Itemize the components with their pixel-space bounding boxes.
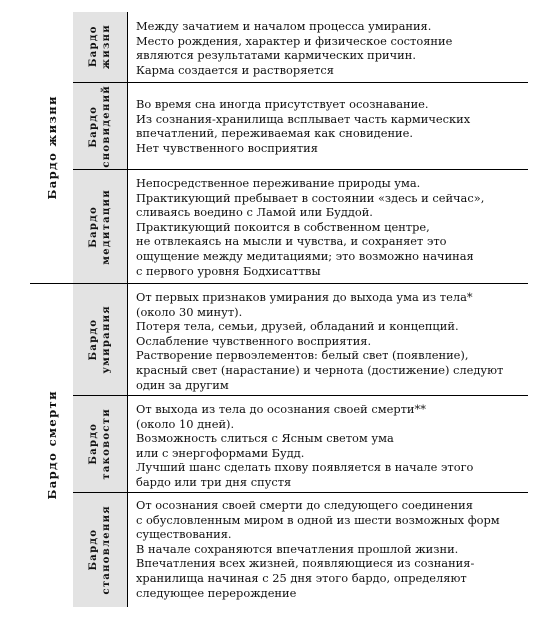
text-line: Непосредственное переживание природы ума. bbox=[136, 176, 421, 190]
text-line: Практикующий покоится в собственном центре, bbox=[136, 219, 430, 234]
text-line: Растворение первоэлементов: белый свет (появление), bbox=[136, 348, 469, 363]
text-line: не отвлекаясь на мысли и чувства, и сохраняет это bbox=[136, 234, 447, 249]
text-line: От выхода из тела до осознания своей смерти** bbox=[136, 402, 426, 416]
text-line: существования. bbox=[136, 527, 232, 542]
text-line: (около 10 дней). bbox=[136, 416, 235, 431]
text-line: являются результатами кармических причин. bbox=[136, 48, 416, 63]
row-content-takovosti bbox=[136, 402, 528, 490]
text-line: впечатлений, переживаемая как сновидение. bbox=[136, 126, 413, 141]
row-label-takovosti: Бардо таковости bbox=[73, 396, 127, 492]
text-line: красный свет (нарастание) и чернота (достижение) следуют bbox=[136, 362, 504, 377]
text-line: (около 30 минут). bbox=[136, 304, 243, 319]
text-line: От первых признаков умирания до выхода ума из тела* bbox=[136, 290, 473, 304]
group-life-label: Бардо жизни bbox=[44, 95, 59, 200]
row-label-snovideniy: Бардо сновидений bbox=[73, 83, 127, 169]
row-content-meditatsii bbox=[136, 176, 528, 278]
row-label-zhizni: Бардо жизни bbox=[73, 12, 127, 82]
group-life bbox=[30, 12, 73, 283]
text-line: один за другим bbox=[136, 377, 229, 392]
text-line: В начале сохраняются впечатления прошлой жизни. bbox=[136, 541, 459, 556]
text-line: Возможность слиться с Ясным светом ума bbox=[136, 431, 394, 446]
row-divider bbox=[73, 82, 528, 83]
row-divider bbox=[73, 395, 528, 396]
row-divider bbox=[73, 492, 528, 493]
text-line: Впечатления всех жизней, появляющиеся из сознания- bbox=[136, 556, 475, 571]
text-line: следующее перерождение bbox=[136, 585, 297, 600]
text-line: или с энергоформами Будд. bbox=[136, 445, 305, 460]
text-line: Во время сна иногда присутствует осознавание. bbox=[136, 97, 429, 111]
text-line: Лучший шанс сделать пхову появляется в начале этого bbox=[136, 460, 474, 475]
text-line: От осознания своей смерти до следующего соединения bbox=[136, 498, 473, 512]
text-line: Место рождения, характер и физическое состояние bbox=[136, 33, 453, 48]
text-line: сливаясь воедино с Ламой или Буддой. bbox=[136, 205, 373, 220]
group-death bbox=[30, 283, 73, 607]
text-line: хранилища начиная с 25 дня этого бардо, определяют bbox=[136, 570, 467, 585]
text-line: с обусловленным миром в одной из шести возможных форм bbox=[136, 512, 500, 527]
row-divider bbox=[73, 169, 528, 170]
text-line: Практикующий пребывает в состоянии «здесь и сейчас», bbox=[136, 190, 485, 205]
text-line: ощущение между медитациями; это возможно начиная bbox=[136, 248, 474, 263]
group-death-label: Бардо смерти bbox=[44, 390, 59, 500]
row-content-stanovleniya bbox=[136, 498, 528, 600]
text-line: Карма создается и растворяется bbox=[136, 62, 334, 77]
text-line: с первого уровня Бодхисаттвы bbox=[136, 263, 321, 278]
row-content-snovideniy bbox=[136, 97, 528, 155]
text-line: Между зачатием и началом процесса умирания. bbox=[136, 19, 432, 33]
text-line: Нет чувственного восприятия bbox=[136, 140, 318, 155]
content-column-rule bbox=[127, 12, 128, 607]
text-line: Из сознания-хранилища всплывает часть кармических bbox=[136, 111, 471, 126]
row-content-umiraniya bbox=[136, 290, 528, 392]
text-line: Потеря тела, семьи, друзей, обладаний и концепций. bbox=[136, 319, 459, 334]
row-content-zhizni bbox=[136, 19, 528, 77]
text-line: бардо или три дня спустя bbox=[136, 474, 292, 489]
row-label-umiraniya: Бардо умирания bbox=[73, 284, 127, 395]
row-label-meditatsii: Бардо медитации bbox=[73, 170, 127, 283]
text-line: Ослабление чувственного восприятия. bbox=[136, 333, 372, 348]
row-label-stanovleniya: Бардо становления bbox=[73, 493, 127, 607]
